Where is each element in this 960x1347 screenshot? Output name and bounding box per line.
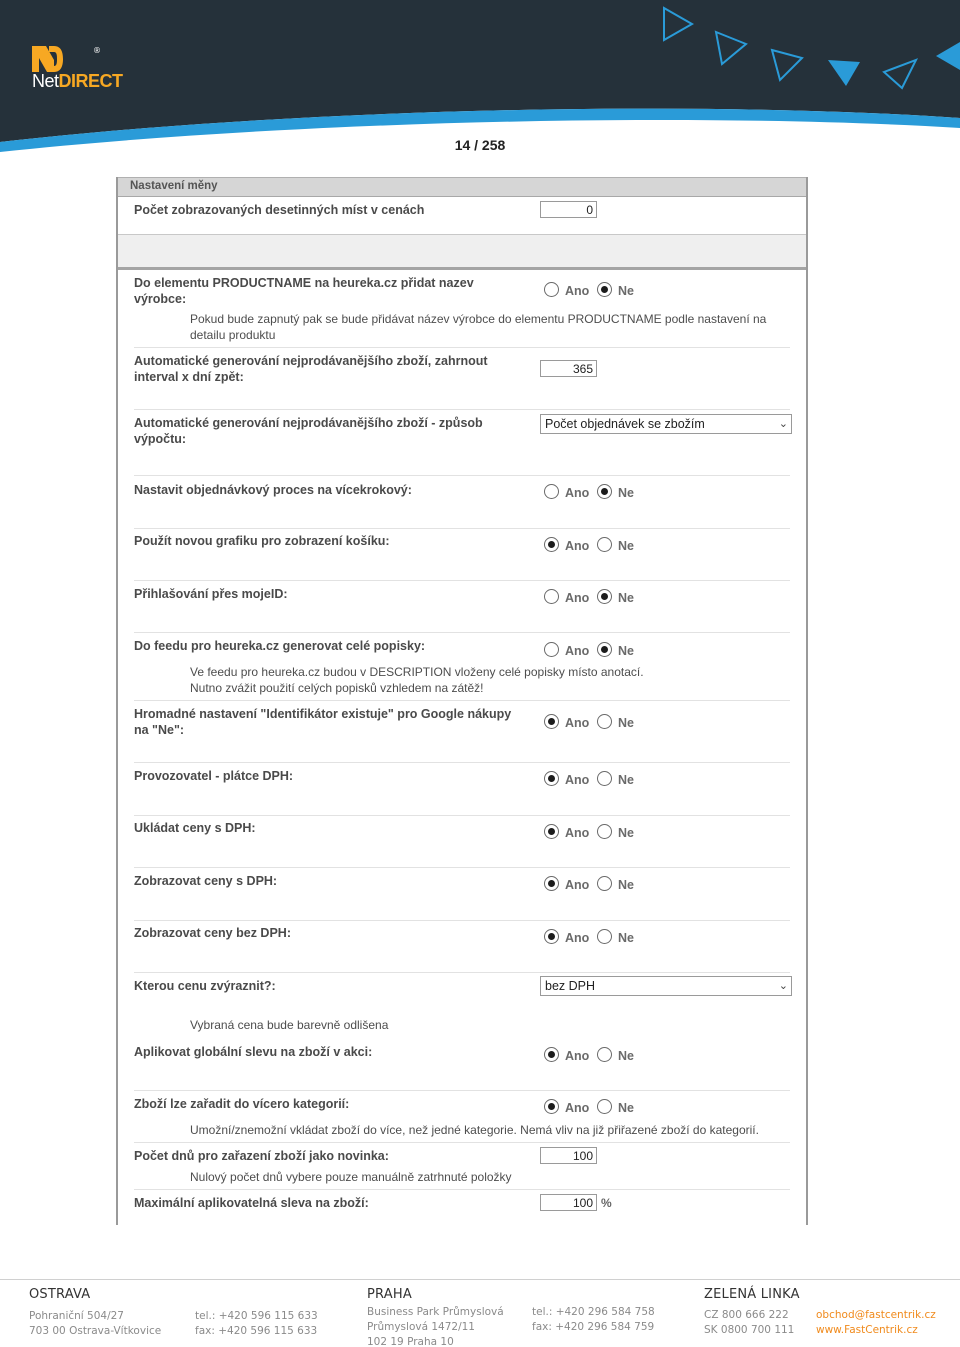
multi-category-note: Umožní/znemožní vkládat zboží do více, než jedné kategorie. Nemá vliv na již přiřazené zboží do kategorií. bbox=[190, 1123, 759, 1137]
chevron-down-icon: ⌄ bbox=[778, 980, 788, 992]
show-prices-vat-label: Zobrazovat ceny s DPH: bbox=[134, 874, 278, 888]
store-prices-vat-label: Ukládat ceny s DPH: bbox=[134, 821, 256, 835]
row-separator bbox=[134, 867, 790, 868]
row-separator bbox=[134, 815, 790, 816]
row-separator bbox=[134, 347, 790, 348]
header-background bbox=[0, 0, 960, 160]
radio-ano[interactable] bbox=[544, 929, 559, 944]
global-discount-label: Aplikovat globální slevu na zboží v akci: bbox=[134, 1045, 373, 1059]
decimals-input[interactable]: 0 bbox=[540, 201, 597, 218]
row-separator bbox=[134, 475, 790, 476]
bestseller-method-select[interactable]: Počet objednávek se zbožím ⌄ bbox=[540, 414, 792, 434]
radio-ne[interactable] bbox=[597, 876, 612, 891]
footer-ostrava-address: Pohraniční 504/27 703 00 Ostrava-Vítkovice bbox=[29, 1310, 162, 1337]
bestseller-interval-input[interactable]: 365 bbox=[540, 360, 597, 377]
row-separator bbox=[134, 1142, 790, 1143]
heureka-full-desc-note: Ve feedu pro heureka.cz budou v DESCRIPTION vloženy celé popisky místo anotací. Nutno zvážit použití celých popisků vzhledem na zátěž! bbox=[190, 665, 644, 695]
radio-ano[interactable] bbox=[544, 589, 559, 604]
radio-ano[interactable] bbox=[544, 1047, 559, 1062]
row-separator bbox=[134, 700, 790, 701]
radio-ne[interactable] bbox=[597, 589, 612, 604]
footer-praha-title: PRAHA bbox=[367, 1287, 412, 1302]
highlight-price-note: Vybraná cena bude barevně odlišena bbox=[190, 1018, 389, 1032]
radio-ne[interactable] bbox=[597, 484, 612, 499]
section-spacer bbox=[118, 234, 806, 268]
row-separator bbox=[134, 528, 790, 529]
radio-ano[interactable] bbox=[544, 714, 559, 729]
row-separator bbox=[134, 409, 790, 410]
heureka-full-desc-label: Do feedu pro heureka.cz generovat celé popisky: bbox=[134, 639, 426, 653]
bestseller-method-label: Automatické generování nejprodávanějšího zboží - způsob výpočtu: bbox=[134, 416, 483, 446]
logo-mark-icon bbox=[30, 44, 64, 74]
radio-ne[interactable] bbox=[597, 1099, 612, 1114]
row-separator bbox=[134, 920, 790, 921]
radio-ne[interactable] bbox=[597, 771, 612, 786]
radio-ne[interactable] bbox=[597, 642, 612, 657]
chevron-down-icon: ⌄ bbox=[778, 418, 788, 430]
logo-registered-mark: ® bbox=[93, 46, 101, 55]
section-divider bbox=[118, 267, 806, 270]
netdirect-logo bbox=[30, 44, 140, 94]
row-separator bbox=[134, 762, 790, 763]
row-separator bbox=[134, 632, 790, 633]
radio-ano[interactable] bbox=[544, 876, 559, 891]
bestseller-interval-label: Automatické generování nejprodávanějšího zboží, zahrnout interval x dní zpět: bbox=[134, 354, 488, 384]
max-discount-input[interactable]: 100 bbox=[540, 1194, 597, 1211]
radio-ne[interactable] bbox=[597, 1047, 612, 1062]
footer-praha-phones: tel.: +420 296 584 758 fax: +420 296 584 759 bbox=[532, 1306, 655, 1333]
novelty-days-note: Nulový počet dnů vybere pouze manuálně zatrhnuté položky bbox=[190, 1170, 512, 1184]
email-link[interactable]: obchod@fastcentrik.cz bbox=[816, 1309, 936, 1321]
multistep-order-label: Nastavit objednávkový proces na vícekrokový: bbox=[134, 483, 412, 497]
radio-ano[interactable] bbox=[544, 642, 559, 657]
novelty-days-label: Počet dnů pro zařazení zboží jako novinka: bbox=[134, 1149, 389, 1163]
web-link[interactable]: www.FastCentrik.cz bbox=[816, 1324, 918, 1336]
footer-green-line-phones: CZ 800 666 222 SK 0800 700 111 bbox=[704, 1309, 795, 1336]
radio-ano[interactable] bbox=[544, 1099, 559, 1114]
radio-ne[interactable] bbox=[597, 537, 612, 552]
logo-wordmark: NetDIRECT bbox=[32, 71, 123, 91]
vat-payer-label: Provozovatel - plátce DPH: bbox=[134, 769, 294, 783]
footer-ostrava-title: OSTRAVA bbox=[29, 1287, 91, 1302]
row-separator bbox=[134, 1090, 790, 1091]
highlight-price-label: Kterou cenu zvýraznit?: bbox=[134, 979, 276, 993]
footer-contacts bbox=[816, 1308, 936, 1338]
row-separator bbox=[134, 580, 790, 581]
radio-ano[interactable] bbox=[544, 824, 559, 839]
currency-section-title: Nastavení měny bbox=[118, 178, 806, 197]
footer-divider bbox=[0, 1279, 960, 1280]
currency-section bbox=[118, 177, 806, 237]
radio-ano[interactable] bbox=[544, 484, 559, 499]
page-header bbox=[0, 0, 960, 160]
row-separator bbox=[134, 972, 790, 973]
settings-panel: Nastavení měny Počet zobrazovaných desetinných míst v cenách 0 Do elementu PRODUCTNAME na heureka.cz přidat nazev výrobce: Ano Ne Pokud bude zapnutý pak se bude přidávat název výrobce do elementu PRODUCTNAME podle nastavení na detailu produktu Automatické generování nejprodávanějšího zboží, zahrnout interval x dní zpět: 365 Automatické generování nejprodávanějšího zboží - způsob výpočtu: Počet objednávek se zbožím ⌄ Nastavit objednávkový proces na vícekrokový: Ano Ne Použít novou grafiku pro zobrazení košíku: Ano Ne Přihlašování přes mojeID: Ano Ne Do feedu pro heureka.cz generovat celé popisky: Ano Ne Ve feedu pro heureka.cz budou v DESCRIPTION vloženy celé popisky místo anotací. Nutno zvážit použití celých popisků vzhledem na zátěž! Hromadné nastavení "Identifikátor existuje" pro Google nákupy na "Ne": Ano Ne Provozovatel - plátce DPH: Ano Ne Ukládat ceny s DPH: Ano Ne Zobrazovat ceny s DPH: Ano Ne Zobrazovat ceny bez DPH: Ano Ne Kterou cenu zvýraznit?: bez DPH ⌄ Vybraná cena bude barevně odlišena Aplikovat globální slevu na zboží v akci: Ano Ne Zboží lze zařadit do vícero kategorií: Ano Ne Umožní/znemožní vkládat zboží do více, než jedné kategorie. Nemá vliv na již přiřazené zboží do kategorií. Počet dnů pro zařazení zboží jako novinka: 100 Nulový počet dnů vybere pouze manuálně zatrhnuté položky Maximální aplikovatelná sleva na zboží: 100 % bbox=[116, 177, 808, 1225]
radio-ne[interactable] bbox=[597, 929, 612, 944]
footer-green-line-title: ZELENÁ LINKA bbox=[704, 1287, 800, 1302]
show-prices-novat-label: Zobrazovat ceny bez DPH: bbox=[134, 926, 291, 940]
radio-ne[interactable] bbox=[597, 714, 612, 729]
google-identifier-label: Hromadné nastavení "Identifikátor existuje" pro Google nákupy na "Ne": bbox=[134, 707, 512, 737]
highlight-price-select[interactable]: bez DPH ⌄ bbox=[540, 976, 792, 996]
percent-unit: % bbox=[601, 1196, 612, 1210]
new-cart-graphics-label: Použít novou grafiku pro zobrazení košíku: bbox=[134, 534, 390, 548]
multi-category-label: Zboží lze zařadit do vícero kategorií: bbox=[134, 1097, 350, 1111]
radio-ano[interactable] bbox=[544, 537, 559, 552]
footer-ostrava-phones: tel.: +420 596 115 633 fax: +420 596 115 633 bbox=[195, 1310, 318, 1337]
heureka-name-note: Pokud bude zapnutý pak se bude přidávat název výrobce do elementu PRODUCTNAME podle nastavení na detailu produktu bbox=[190, 312, 767, 342]
decimals-label: Počet zobrazovaných desetinných míst v cenách bbox=[134, 203, 425, 217]
mojeid-login-label: Přihlašování přes mojeID: bbox=[134, 587, 288, 601]
radio-ne[interactable] bbox=[597, 824, 612, 839]
footer-praha-address: Business Park Průmyslová Průmyslová 1472/11 102 19 Praha 10 bbox=[367, 1306, 504, 1347]
radio-ne[interactable] bbox=[597, 282, 612, 297]
row-separator bbox=[134, 1189, 790, 1190]
novelty-days-input[interactable]: 100 bbox=[540, 1147, 597, 1164]
max-discount-label: Maximální aplikovatelná sleva na zboží: bbox=[134, 1196, 369, 1210]
heureka-name-label: Do elementu PRODUCTNAME na heureka.cz přidat nazev výrobce: bbox=[134, 276, 474, 306]
page-number: 14 / 258 bbox=[454, 137, 506, 153]
radio-ano[interactable] bbox=[544, 282, 559, 297]
radio-ano[interactable] bbox=[544, 771, 559, 786]
